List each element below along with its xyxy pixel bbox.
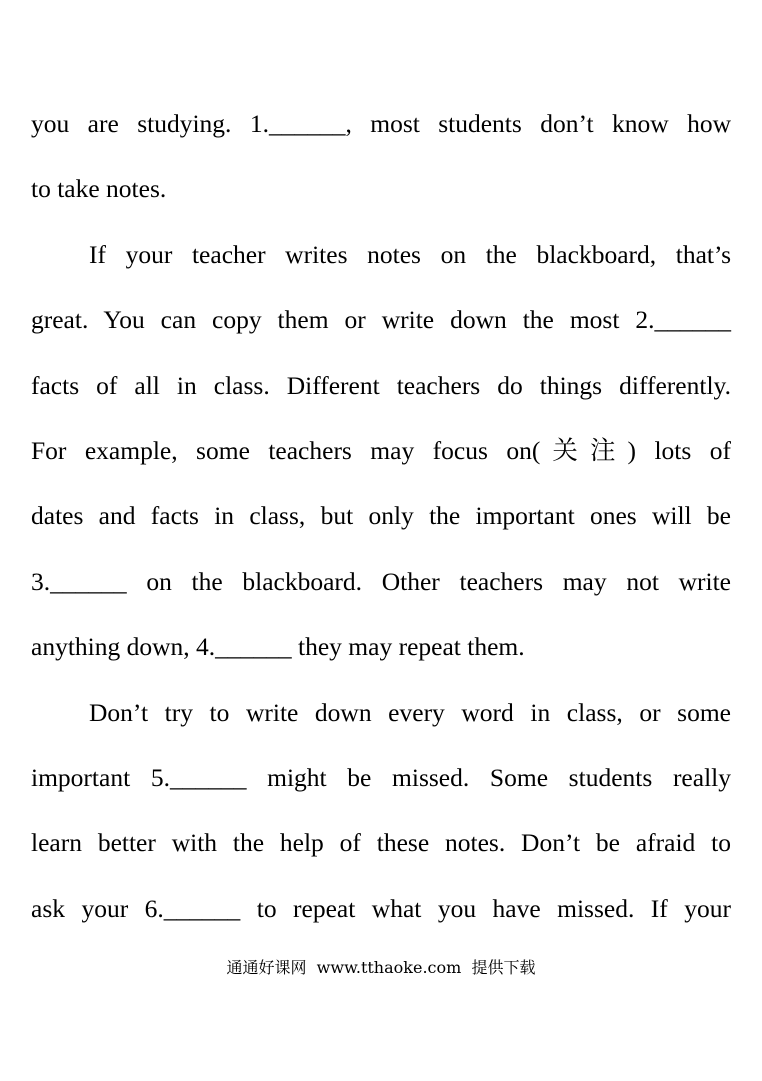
text-line-1: you are studying. 1.______, most students don’t know how [31, 109, 731, 138]
text-line-5: facts of all in class. Different teachers do things differently. [31, 370, 731, 400]
text-line-7: dates and facts in class, but only the important ones will be [31, 501, 731, 531]
document-body [31, 97, 731, 947]
text-line-4: great. You can copy them or write down the most 2.______ [31, 305, 731, 335]
text-line-12: learn better with the help of these notes. Don’t be afraid to [31, 828, 731, 858]
text-line-13: ask your 6.______ to repeat what you have missed. If your [31, 893, 731, 923]
text-line-11: important 5.______ might be missed. Some students really [31, 762, 731, 792]
text-line-2: to take notes. [31, 174, 167, 204]
text-line-8: 3.______ on the blackboard. Other teachers may not write [31, 566, 731, 596]
text-line-10: Don’t try to write down every word in class, or some [89, 697, 731, 727]
text-line-9: anything down, 4.______ they may repeat them. [31, 632, 525, 662]
text-line-3: If your teacher writes notes on the blackboard, that’s [89, 239, 731, 269]
page-footer: 通通好课网 www.tthaoke.com 提供下载 [226, 958, 536, 977]
text-line-6: For example, some teachers may focus on(关注) lots of [31, 435, 731, 465]
